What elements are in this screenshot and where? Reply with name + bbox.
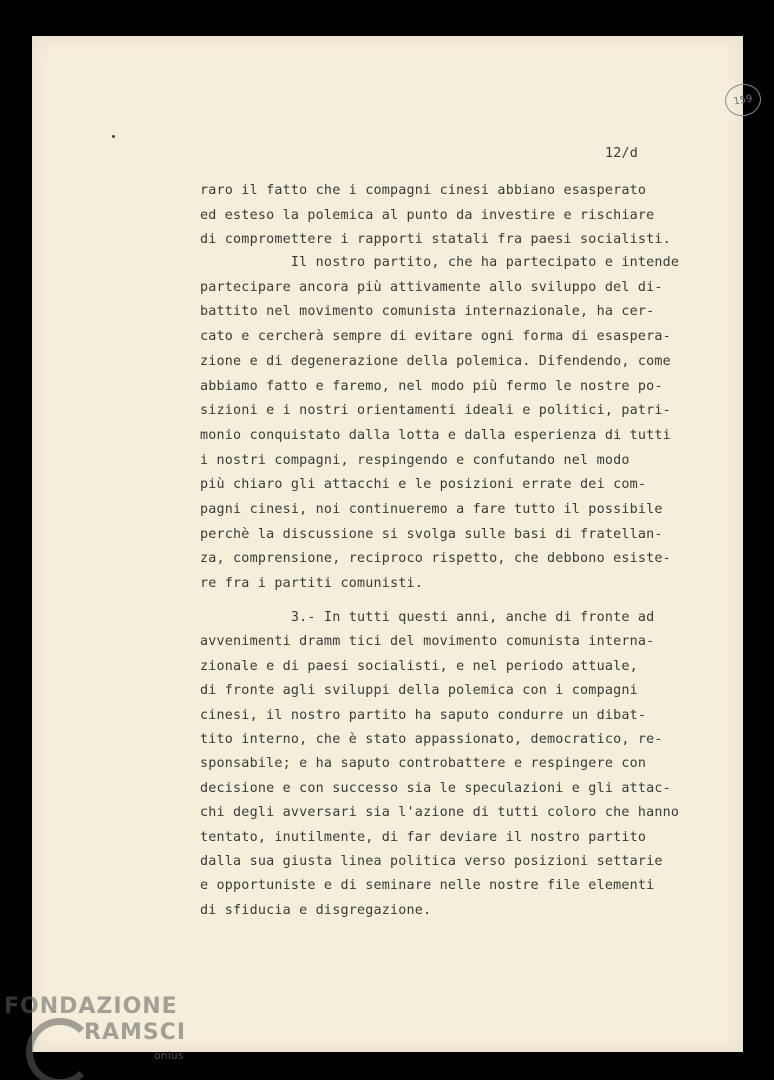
page-number: 12/d	[605, 146, 639, 161]
text-line: za, comprensione, reciproco rispetto, che debbono esiste-	[200, 551, 671, 567]
text-line: abbiamo fatto e faremo, nel modo più fermo le nostre po-	[200, 378, 663, 394]
text-line: cato e cercherà sempre di evitare ogni forma di esaspera-	[200, 329, 671, 345]
text-line: re fra i partiti comunisti.	[200, 576, 424, 592]
text-line: di compromettere i rapporti statali fra paesi socialisti.	[200, 232, 671, 248]
text-line: di fronte agli sviluppi della polemica con i compagni	[200, 683, 638, 699]
text-line: monio conquistato dalla lotta e dalla esperienza di tutti	[200, 427, 671, 443]
text-line: 3.- In tutti questi anni, anche di fronte ad	[200, 610, 655, 625]
watermark-line-2: RAMSCI	[84, 1020, 187, 1045]
text-line: sponsabile; e ha saputo controbattere e respingere con	[200, 756, 647, 772]
text-line: Il nostro partito, che ha partecipato e intende	[200, 255, 680, 270]
text-line: i nostri compagni, respingendo e confutando nel modo	[200, 452, 630, 468]
ink-speck	[112, 135, 115, 138]
text-line: pagni cinesi, noi continueremo a fare tutto il possibile	[200, 502, 663, 517]
text-line: chi degli avversari sia l'azione di tutti coloro che hanno	[200, 805, 680, 821]
text-line: e opportuniste e di seminare nelle nostre file elementi	[200, 878, 655, 894]
archive-number-stamp: 159	[722, 81, 763, 119]
text-line: battito nel movimento comunista internazionale, ha cer-	[200, 304, 655, 320]
text-line: zione e di degenerazione della polemica. Difendendo, come	[200, 353, 671, 369]
text-line: ed esteso la polemica al punto da investire e rischiare	[200, 207, 655, 223]
text-line: tentato, inutilmente, di far deviare il nostro partito	[200, 829, 647, 845]
text-line: perchè la discussione si svolga sulle basi di fratellan-	[200, 526, 663, 542]
text-line: raro il fatto che i compagni cinesi abbiano esasperato	[200, 183, 647, 198]
watermark-subtitle: onlus	[154, 1049, 184, 1062]
fondazione-gramsci-watermark	[4, 994, 194, 1080]
text-line: dalla sua giusta linea politica verso posizioni settarie	[200, 854, 663, 869]
text-line: più chiaro gli attacchi e le posizioni errate dei com-	[200, 477, 647, 493]
text-line: di sfiducia e disgregazione.	[200, 902, 432, 918]
text-line: decisione e con successo sia le speculazioni e gli attac-	[200, 780, 671, 796]
text-line: tito interno, che è stato appassionato, democratico, re-	[200, 732, 663, 747]
text-line: zionale e di paesi socialisti, e nel periodo attuale,	[200, 658, 638, 674]
text-line: cinesi, il nostro partito ha saputo condurre un dibat-	[200, 707, 647, 723]
text-line: avvenimenti dramm tici del movimento comunista interna-	[200, 634, 655, 650]
text-line: partecipare ancora più attivamente allo sviluppo del di-	[200, 279, 663, 295]
watermark-line-1: FONDAZIONE	[4, 994, 178, 1019]
text-line: sizioni e i nostri orientamenti ideali e politici, patri-	[200, 403, 671, 419]
